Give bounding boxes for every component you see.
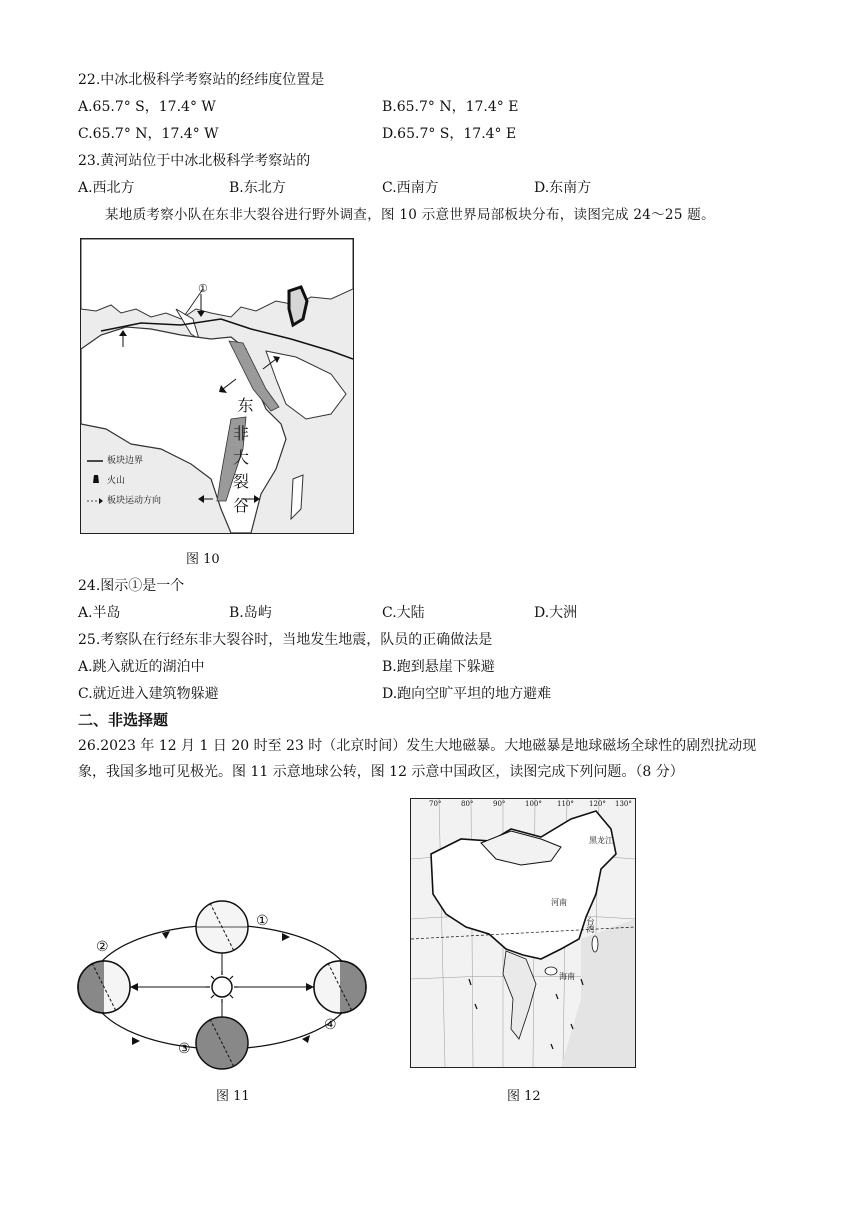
figure-12-map: [410, 798, 636, 1068]
position-2-label: ②: [96, 939, 109, 955]
lon-tick-130: 130°: [615, 800, 632, 808]
lon-tick-110: 110°: [557, 800, 574, 808]
q23-option-c: C.西南方: [382, 180, 439, 196]
q24-option-b: B.岛屿: [229, 605, 272, 621]
label-hainan: 海南: [559, 972, 575, 981]
legend-volcano: 火山: [107, 476, 126, 486]
intro-text: 某地质考察小队在东非大裂谷进行野外调查，图 10 示意世界局部板块分布，读图完成 24～25 题。: [105, 207, 715, 223]
figure-11-caption: 图 11: [216, 1089, 250, 1104]
position-4-label: ④: [324, 1017, 337, 1033]
q25-option-c: C.就近进入建筑物躲避: [78, 686, 219, 702]
figure-12-caption: 图 12: [507, 1089, 541, 1104]
q22-option-a: A.65.7° S，17.4° W: [78, 99, 216, 115]
rift-char-1: 东: [235, 397, 254, 413]
position-3-label: ③: [178, 1041, 191, 1057]
sun-icon: [206, 971, 238, 1003]
q23-option-a: A.西北方: [78, 180, 135, 196]
q25-option-b: B.跑到悬崖下躲避: [382, 659, 495, 675]
q24-option-d: D.大洲: [534, 605, 578, 621]
q22-option-c: C.65.7° N，17.4° W: [78, 126, 219, 142]
q23-stem: 23.黄河站位于中冰北极科学考察站的: [78, 153, 311, 169]
q25-stem: 25.考察队在行经东非大裂谷时，当地发生地震，队员的正确做法是: [78, 632, 493, 648]
q22-option-b: B.65.7° N，17.4° E: [382, 99, 519, 115]
q22-option-d: D.65.7° S，17.4° E: [382, 126, 517, 142]
lon-tick-70: 70°: [429, 800, 442, 808]
q25-option-a: A.跳入就近的湖泊中: [78, 659, 205, 675]
figure-11-orbit: [70, 895, 375, 1070]
marker-1-label: ①: [198, 282, 208, 295]
figure-10-map: [80, 238, 354, 534]
q22-stem: 22.中冰北极科学考察站的经纬度位置是: [78, 72, 325, 88]
q24-option-c: C.大陆: [382, 605, 425, 621]
q23-option-d: D.东南方: [534, 180, 592, 196]
rift-char-5: 谷: [233, 496, 250, 515]
q26-text: 26.2023 年 12 月 1 日 20 时至 23 时（北京时间）发生大地磁暴。大地磁暴是地球磁场全球性的剧烈扰动现象，我国多地可见极光。图 11 示意地球公转，图 12 示意中国政区，读图完成下列问题。（8 分）: [78, 738, 757, 780]
position-1-label: ①: [256, 913, 269, 929]
plate-map-graphic: [81, 239, 353, 533]
rift-char-2: 非: [233, 424, 250, 443]
q25-option-d: D.跑向空旷平坦的地方避难: [382, 686, 552, 702]
lon-tick-120: 120°: [589, 800, 606, 808]
q24-option-a: A.半岛: [78, 605, 121, 621]
lon-tick-80: 80°: [461, 800, 474, 808]
q23-option-b: B.东北方: [229, 180, 286, 196]
rift-char-3: 大: [233, 448, 250, 467]
rift-char-4: 裂: [233, 472, 250, 491]
lon-tick-100: 100°: [525, 800, 542, 808]
legend-plate-motion: 板块运动方向: [107, 496, 162, 506]
legend-plate-boundary: 板块边界: [107, 456, 144, 466]
label-henan: 河南: [551, 898, 567, 907]
orbit-graphic: [70, 895, 375, 1070]
section-heading: 二、非选择题: [78, 711, 169, 729]
label-taiwan: 台湾: [586, 917, 595, 933]
figure-10-caption: 图 10: [186, 552, 220, 567]
q24-stem: 24.图示①是一个: [78, 578, 185, 594]
lon-tick-90: 90°: [493, 800, 506, 808]
label-heilongjiang: 黑龙江: [589, 836, 613, 845]
